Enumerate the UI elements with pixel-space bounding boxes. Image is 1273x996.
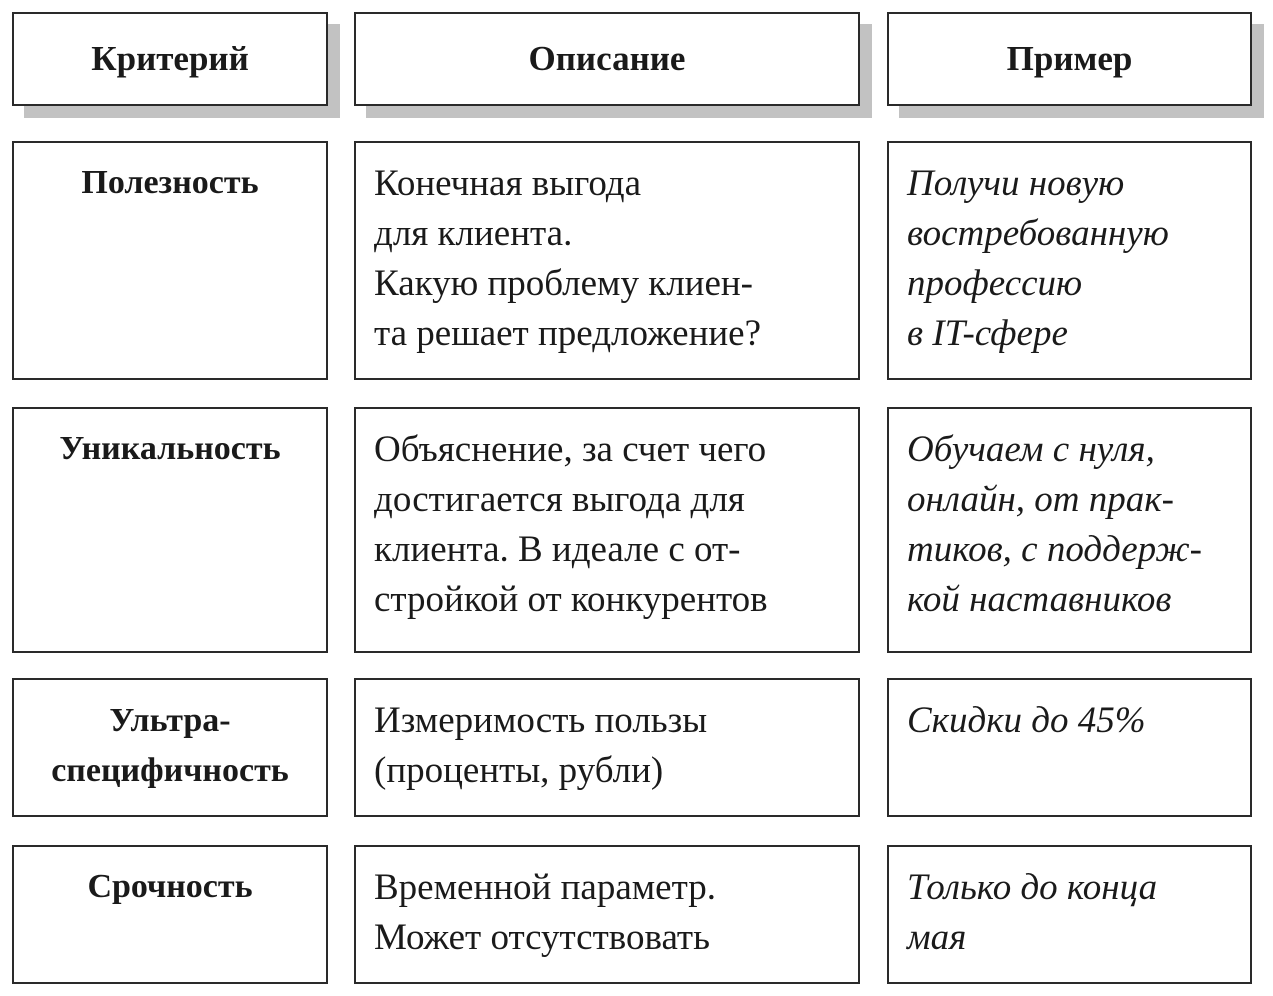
header-description bbox=[354, 12, 860, 106]
criterion-uniqueness: Уникальность bbox=[12, 407, 328, 653]
header-description-label: Описание bbox=[528, 39, 686, 78]
example-urgency: Только до конца мая bbox=[887, 845, 1252, 984]
example-uniqueness: Обучаем с нуля, онлайн, от прак- тиков, с поддерж- кой наставников bbox=[887, 407, 1252, 653]
header-criterion-label: Критерий bbox=[91, 39, 249, 78]
criterion-ultra-specificity: Ультра- специфичность bbox=[12, 678, 328, 817]
header-example bbox=[887, 12, 1252, 106]
header-example-label: Пример bbox=[1006, 39, 1133, 78]
example-usefulness: Получи новую востребованную профессию в IT-сфере bbox=[887, 141, 1252, 380]
criterion-usefulness: Полезность bbox=[12, 141, 328, 380]
criterion-urgency: Срочность bbox=[12, 845, 328, 984]
description-ultra-specificity: Измеримость пользы (проценты, рубли) bbox=[354, 678, 860, 817]
description-usefulness: Конечная выгода для клиента. Какую проблему клиен- та решает предложение? bbox=[354, 141, 860, 380]
header-criterion bbox=[12, 12, 328, 106]
example-ultra-specificity: Скидки до 45% bbox=[887, 678, 1252, 817]
description-urgency: Временной параметр. Может отсутствовать bbox=[354, 845, 860, 984]
description-uniqueness: Объяснение, за счет чего достигается выгода для клиента. В идеале с от- стройкой от конкурентов bbox=[354, 407, 860, 653]
